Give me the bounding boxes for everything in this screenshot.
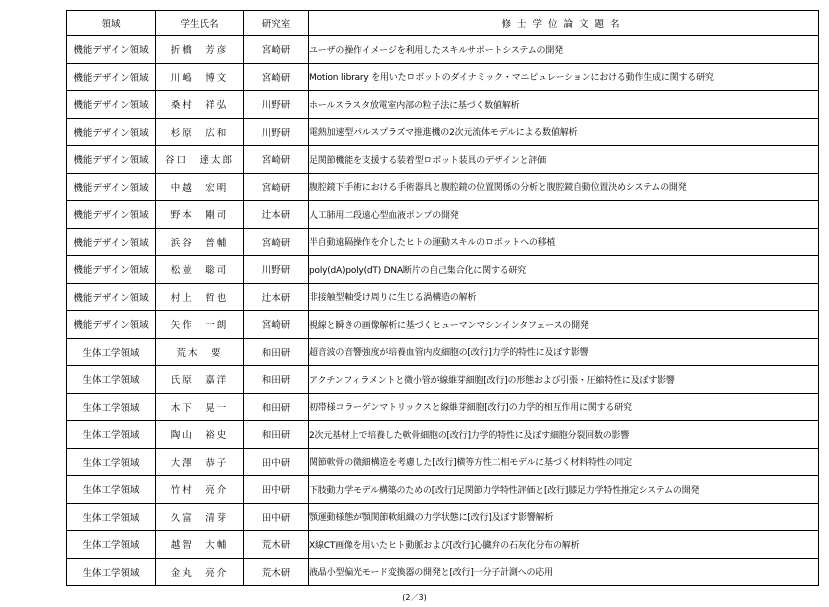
header-lab: 研究室 — [244, 11, 309, 36]
lab-cell: 和田研 — [244, 393, 309, 421]
table-row — [67, 421, 819, 449]
table-row — [67, 118, 819, 146]
field-cell: 生体工学領域 — [67, 393, 156, 421]
table-row — [67, 173, 819, 201]
table-row — [67, 338, 819, 366]
field-cell: 機能デザイン領域 — [67, 173, 156, 201]
field-cell: 機能デザイン領域 — [67, 36, 156, 64]
lab-cell: 宮崎研 — [244, 36, 309, 64]
student-cell: 桑村 祥弘 — [156, 91, 244, 119]
lab-cell: 田中研 — [244, 476, 309, 504]
student-cell: 中越 宏明 — [156, 173, 244, 201]
header-student: 学生氏名 — [156, 11, 244, 36]
lab-cell: 宮崎研 — [244, 63, 309, 91]
table-row — [67, 448, 819, 476]
title-cell: 液晶小型偏光モード変換器の開発と[改行]一分子計測への応用 — [309, 558, 819, 586]
field-cell: 機能デザイン領域 — [67, 91, 156, 119]
table-row — [67, 393, 819, 421]
student-cell: 氏原 嘉洋 — [156, 366, 244, 394]
title-cell: 下肢動力学モデル構築のための[改行]足関節力学特性評価と[改行]膝足力学特性推定システムの開発 — [309, 476, 819, 504]
field-cell: 生体工学領域 — [67, 476, 156, 504]
student-cell: 村上 哲也 — [156, 283, 244, 311]
student-cell: 越智 大輔 — [156, 531, 244, 559]
field-cell: 機能デザイン領域 — [67, 311, 156, 339]
table-row — [67, 228, 819, 256]
student-cell: 矢作 一朗 — [156, 311, 244, 339]
student-cell: 久富 清芽 — [156, 503, 244, 531]
field-cell: 機能デザイン領域 — [67, 283, 156, 311]
lab-cell: 辻本研 — [244, 283, 309, 311]
field-cell: 機能デザイン領域 — [67, 256, 156, 284]
title-cell: 超音波の音響強度が培養血管内皮細胞の[改行]力学的特性に及ぼす影響 — [309, 338, 819, 366]
table-body — [67, 36, 819, 586]
field-cell: 機能デザイン領域 — [67, 146, 156, 174]
lab-cell: 川野研 — [244, 118, 309, 146]
table-row — [67, 91, 819, 119]
thesis-table — [66, 10, 819, 586]
lab-cell: 宮崎研 — [244, 173, 309, 201]
table-row — [67, 63, 819, 91]
student-cell: 杉原 広和 — [156, 118, 244, 146]
field-cell: 機能デザイン領域 — [67, 63, 156, 91]
table-row — [67, 531, 819, 559]
table-row — [67, 256, 819, 284]
lab-cell: 田中研 — [244, 448, 309, 476]
header-title: 修士学位論文題名 — [309, 11, 819, 36]
table-row — [67, 476, 819, 504]
title-cell: 腹腔鏡下手術における手術器具と腹腔鏡の位置関係の分析と腹腔鏡自動位置決めシステムの開発 — [309, 173, 819, 201]
lab-cell: 宮崎研 — [244, 228, 309, 256]
field-cell: 生体工学領域 — [67, 503, 156, 531]
field-cell: 機能デザイン領域 — [67, 201, 156, 229]
field-cell: 生体工学領域 — [67, 558, 156, 586]
lab-cell: 和田研 — [244, 421, 309, 449]
table-row — [67, 558, 819, 586]
title-cell: poly(dA)poly(dT) DNA断片の自己集合化に関する研究 — [309, 256, 819, 284]
title-cell: 足関節機能を支援する装着型ロボット装具のデザインと評価 — [309, 146, 819, 174]
lab-cell: 宮崎研 — [244, 311, 309, 339]
lab-cell: 川野研 — [244, 256, 309, 284]
field-cell: 生体工学領域 — [67, 448, 156, 476]
field-cell: 機能デザイン領域 — [67, 228, 156, 256]
student-cell: 川嶋 博文 — [156, 63, 244, 91]
field-cell: 機能デザイン領域 — [67, 118, 156, 146]
lab-cell: 和田研 — [244, 338, 309, 366]
table-row — [67, 311, 819, 339]
table-row — [67, 503, 819, 531]
student-cell: 陶山 裕史 — [156, 421, 244, 449]
header-field: 領域 — [67, 11, 156, 36]
table-header — [67, 11, 819, 36]
student-cell: 浜谷 普輔 — [156, 228, 244, 256]
title-cell: 視線と瞬きの画像解析に基づくヒューマンマシンインタフェースの開発 — [309, 311, 819, 339]
title-cell: 半自動遠隔操作を介したヒトの運動スキルのロボットへの移植 — [309, 228, 819, 256]
title-cell: 人工肺用二段遠心型血液ポンプの開発 — [309, 201, 819, 229]
header-row — [67, 11, 819, 36]
lab-cell: 川野研 — [244, 91, 309, 119]
student-cell: 折橋 芳彦 — [156, 36, 244, 64]
student-cell: 大澤 恭子 — [156, 448, 244, 476]
title-cell: X線CT画像を用いたヒト動脈および[改行]心臓弁の石灰化分布の解析 — [309, 531, 819, 559]
student-cell: 松並 聡司 — [156, 256, 244, 284]
student-cell: 谷口 達太郎 — [156, 146, 244, 174]
lab-cell: 和田研 — [244, 366, 309, 394]
lab-cell: 辻本研 — [244, 201, 309, 229]
title-cell: 関節軟骨の微細構造を考慮した[改行]横等方性二相モデルに基づく材料特性の同定 — [309, 448, 819, 476]
title-cell: ホールスラスタ放電室内部の粒子法に基づく数値解析 — [309, 91, 819, 119]
table-row — [67, 201, 819, 229]
table-row — [67, 366, 819, 394]
field-cell: 生体工学領域 — [67, 366, 156, 394]
lab-cell: 田中研 — [244, 503, 309, 531]
lab-cell: 宮崎研 — [244, 146, 309, 174]
student-cell: 野本 剛司 — [156, 201, 244, 229]
table-row — [67, 146, 819, 174]
title-cell: 2次元基材上で培養した軟骨細胞の[改行]力学的特性に及ぼす細胞分裂回数の影響 — [309, 421, 819, 449]
student-cell: 荒木 要 — [156, 338, 244, 366]
title-cell: 初帯様コラーゲンマトリックスと線維芽細胞[改行]の力学的相互作用に関する研究 — [309, 393, 819, 421]
lab-cell: 荒木研 — [244, 531, 309, 559]
student-cell: 金丸 亮介 — [156, 558, 244, 586]
title-cell: ユーザの操作イメージを利用したスキルサポートシステムの開発 — [309, 36, 819, 64]
title-cell: 非接触型軸受け周りに生じる渦構造の解析 — [309, 283, 819, 311]
student-cell: 竹村 亮介 — [156, 476, 244, 504]
title-cell: アクチンフィラメントと微小管が線維芽細胞[改行]の形態および引張・圧縮特性に及ぼす影響 — [309, 366, 819, 394]
field-cell: 生体工学領域 — [67, 531, 156, 559]
title-cell: 電熱加速型パルスプラズマ推進機の2次元流体モデルによる数値解析 — [309, 118, 819, 146]
student-cell: 木下 晃一 — [156, 393, 244, 421]
page-number: (2／3) — [402, 593, 427, 602]
field-cell: 生体工学領域 — [67, 421, 156, 449]
title-cell: Motion library を用いたロボットのダイナミック・マニピュレーションにおける動作生成に関する研究 — [309, 63, 819, 91]
table-row — [67, 283, 819, 311]
table-row — [67, 36, 819, 64]
title-cell: 顎運動様態が顎関節軟組織の力学状態に[改行]及ぼす影響解析 — [309, 503, 819, 531]
field-cell: 生体工学領域 — [67, 338, 156, 366]
lab-cell: 荒木研 — [244, 558, 309, 586]
